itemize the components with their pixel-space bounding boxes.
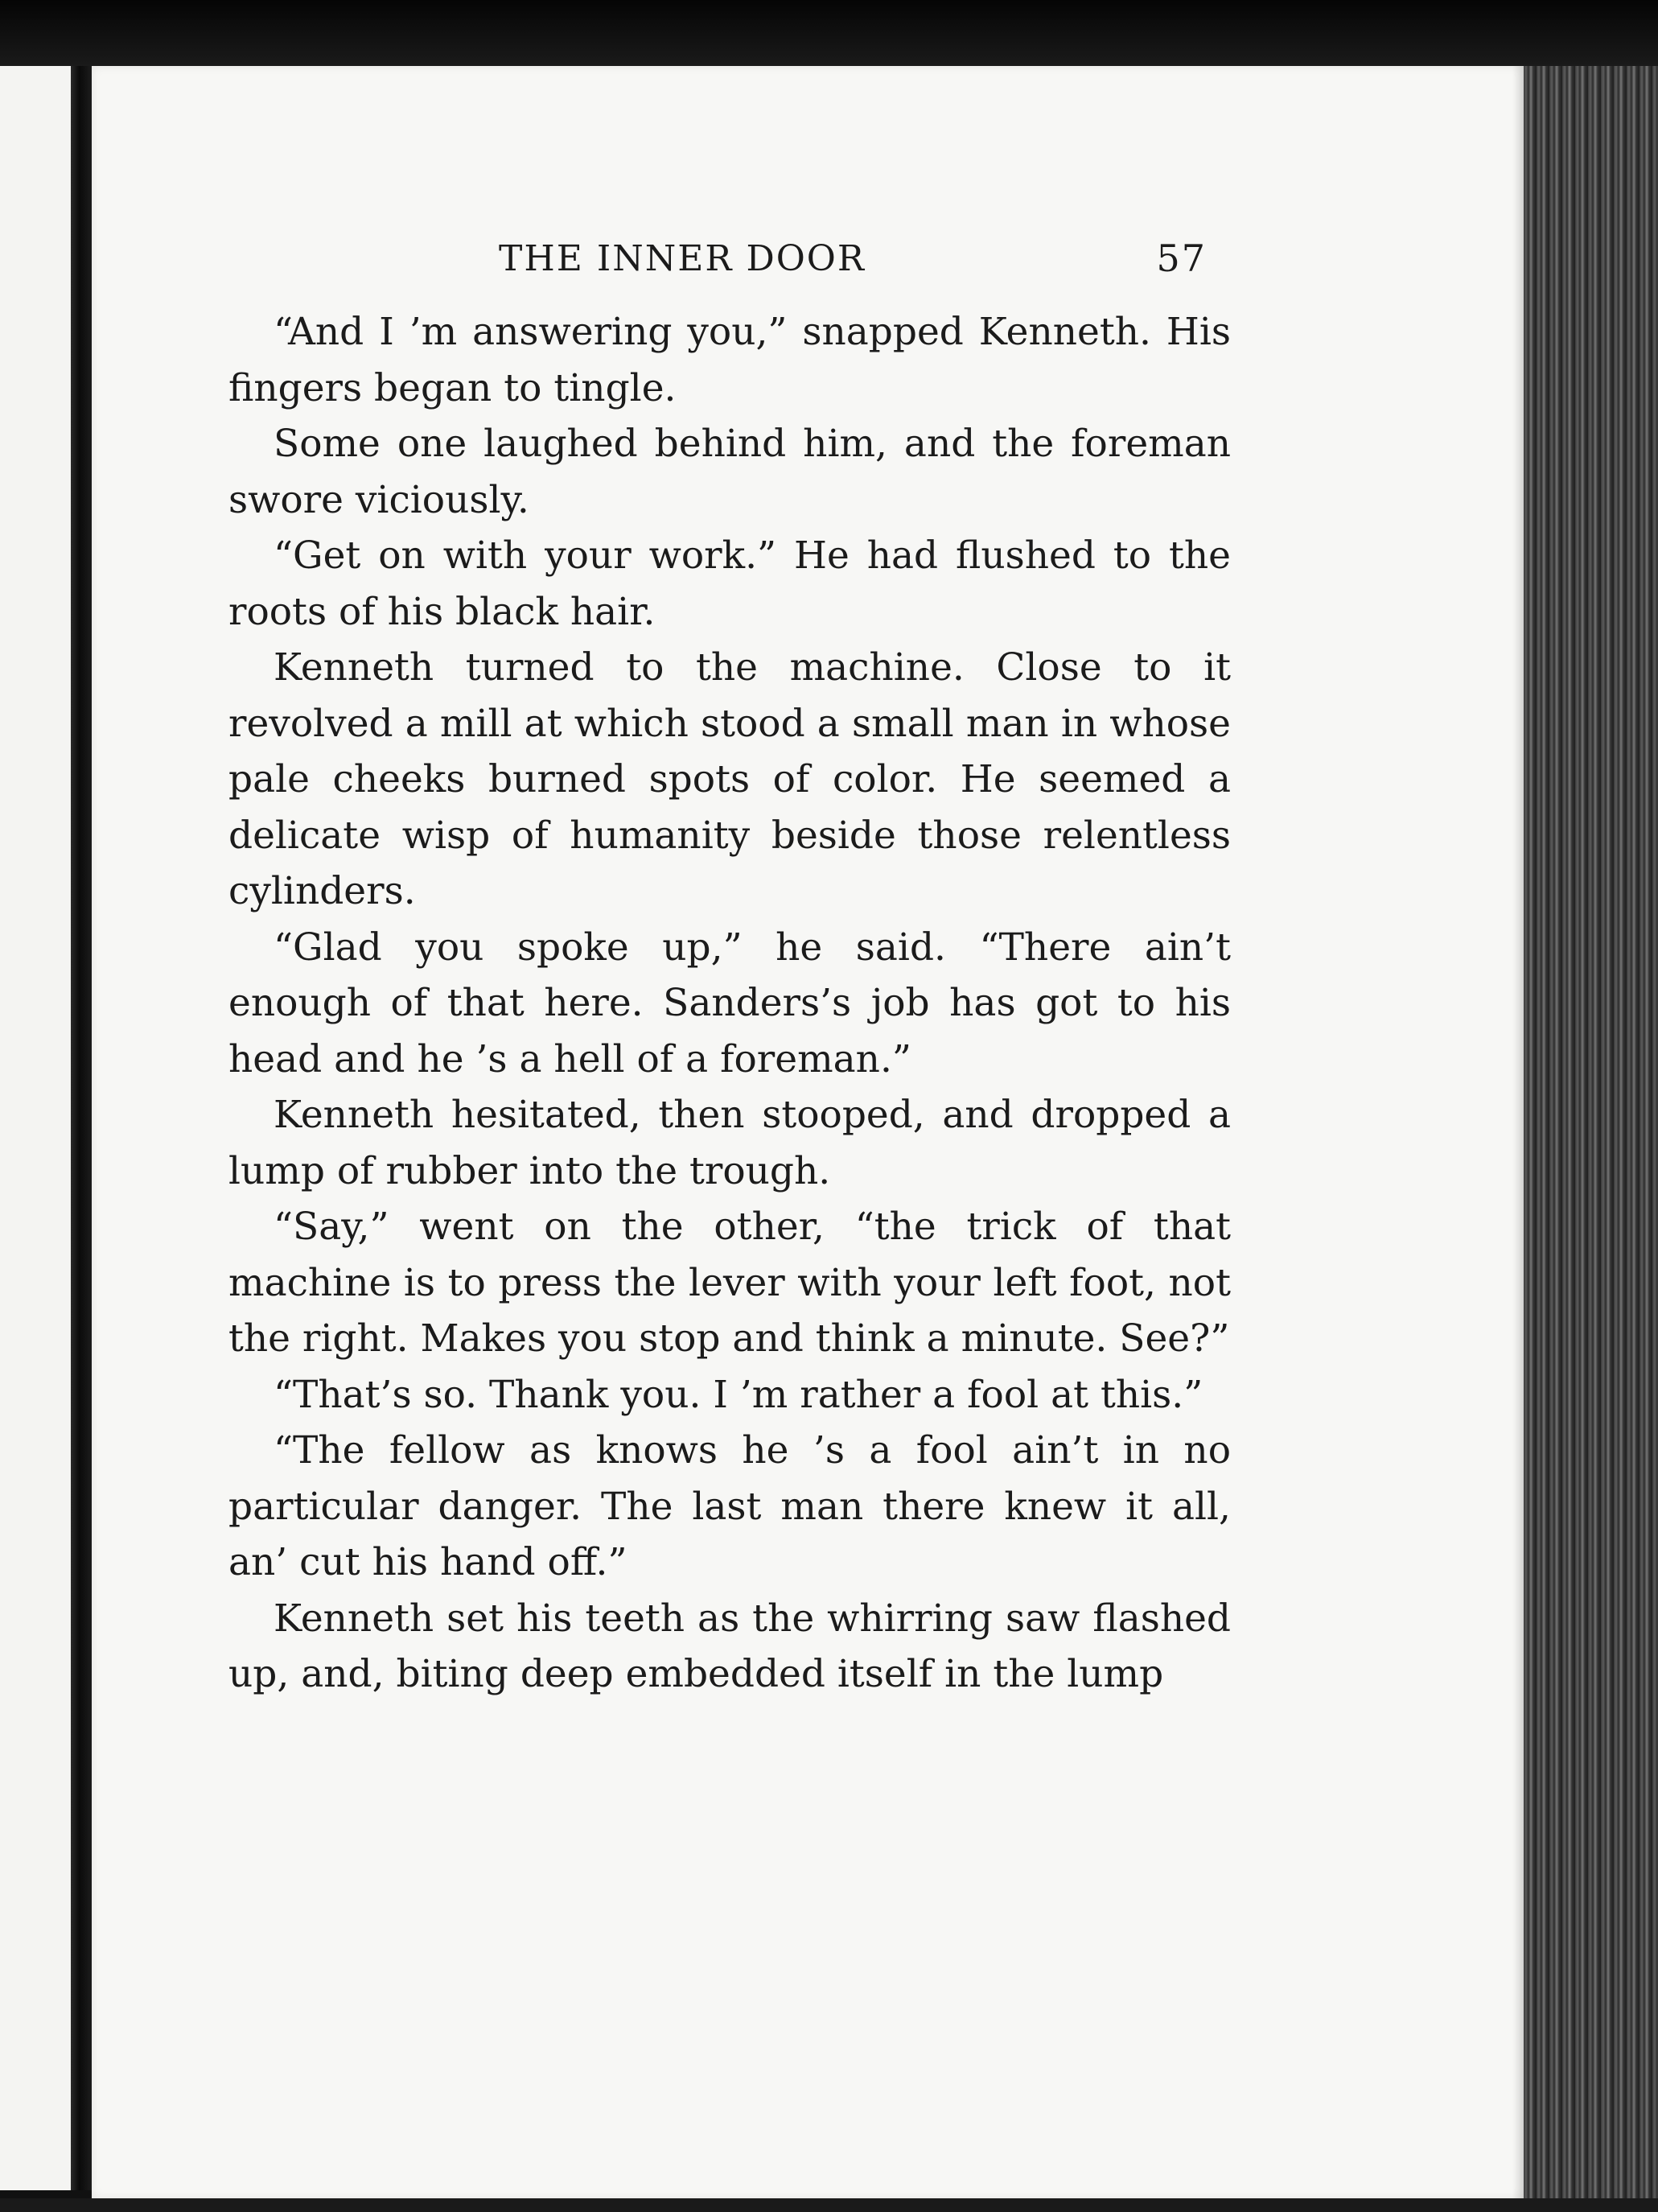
- page-number: 57: [1156, 237, 1207, 280]
- page-stack-edges: [1524, 66, 1658, 2212]
- paragraph: “The fellow as knows he ’s a fool ain’t in no particular danger. The last man there knew it all, an’ cut his hand off.”: [228, 1428, 1231, 1584]
- running-head-title: THE INNER DOOR: [499, 238, 866, 279]
- paragraph: Some one laughed behind him, and the foreman swore viciously.: [228, 422, 1231, 522]
- paragraph: “Say,” went on the other, “the trick of that machine is to press the lever with your left foot, not the right. Makes you stop and think a minute. See?”: [228, 1205, 1231, 1361]
- paragraph: Kenneth turned to the machine. Close to it revolved a mill at which stood a small man in whose pale cheeks burned spots of color. He seemed a delicate wisp of humanity beside those relentless cylinders.: [228, 645, 1231, 913]
- paragraph: “Glad you spoke up,” he said. “There ain’t enough of that here. Sanders’s job has got to his head and he ’s a hell of a foreman.”: [228, 925, 1231, 1081]
- paragraph: “And I ’m answering you,” snapped Kenneth. His fingers began to tingle.: [228, 310, 1231, 410]
- paragraph: “Get on with your work.” He had flushed to the roots of his black hair.: [228, 533, 1231, 634]
- paragraph: “That’s so. Thank you. I ’m rather a fool at this.”: [274, 1372, 1203, 1417]
- paragraph: Kenneth hesitated, then stooped, and dropped a lump of rubber into the trough.: [228, 1093, 1231, 1193]
- body-text: [228, 304, 1231, 1703]
- running-head: [228, 230, 1231, 286]
- book-gutter: [71, 66, 92, 2190]
- scan-top-border: [0, 0, 1658, 66]
- text-block: [228, 230, 1231, 1703]
- facing-page-edge: [0, 66, 71, 2190]
- paragraph: Kenneth set his teeth as the whirring saw flashed up, and, biting deep embedded itself in the lump: [228, 1596, 1231, 1696]
- scan-bottom-border: [0, 2198, 1658, 2212]
